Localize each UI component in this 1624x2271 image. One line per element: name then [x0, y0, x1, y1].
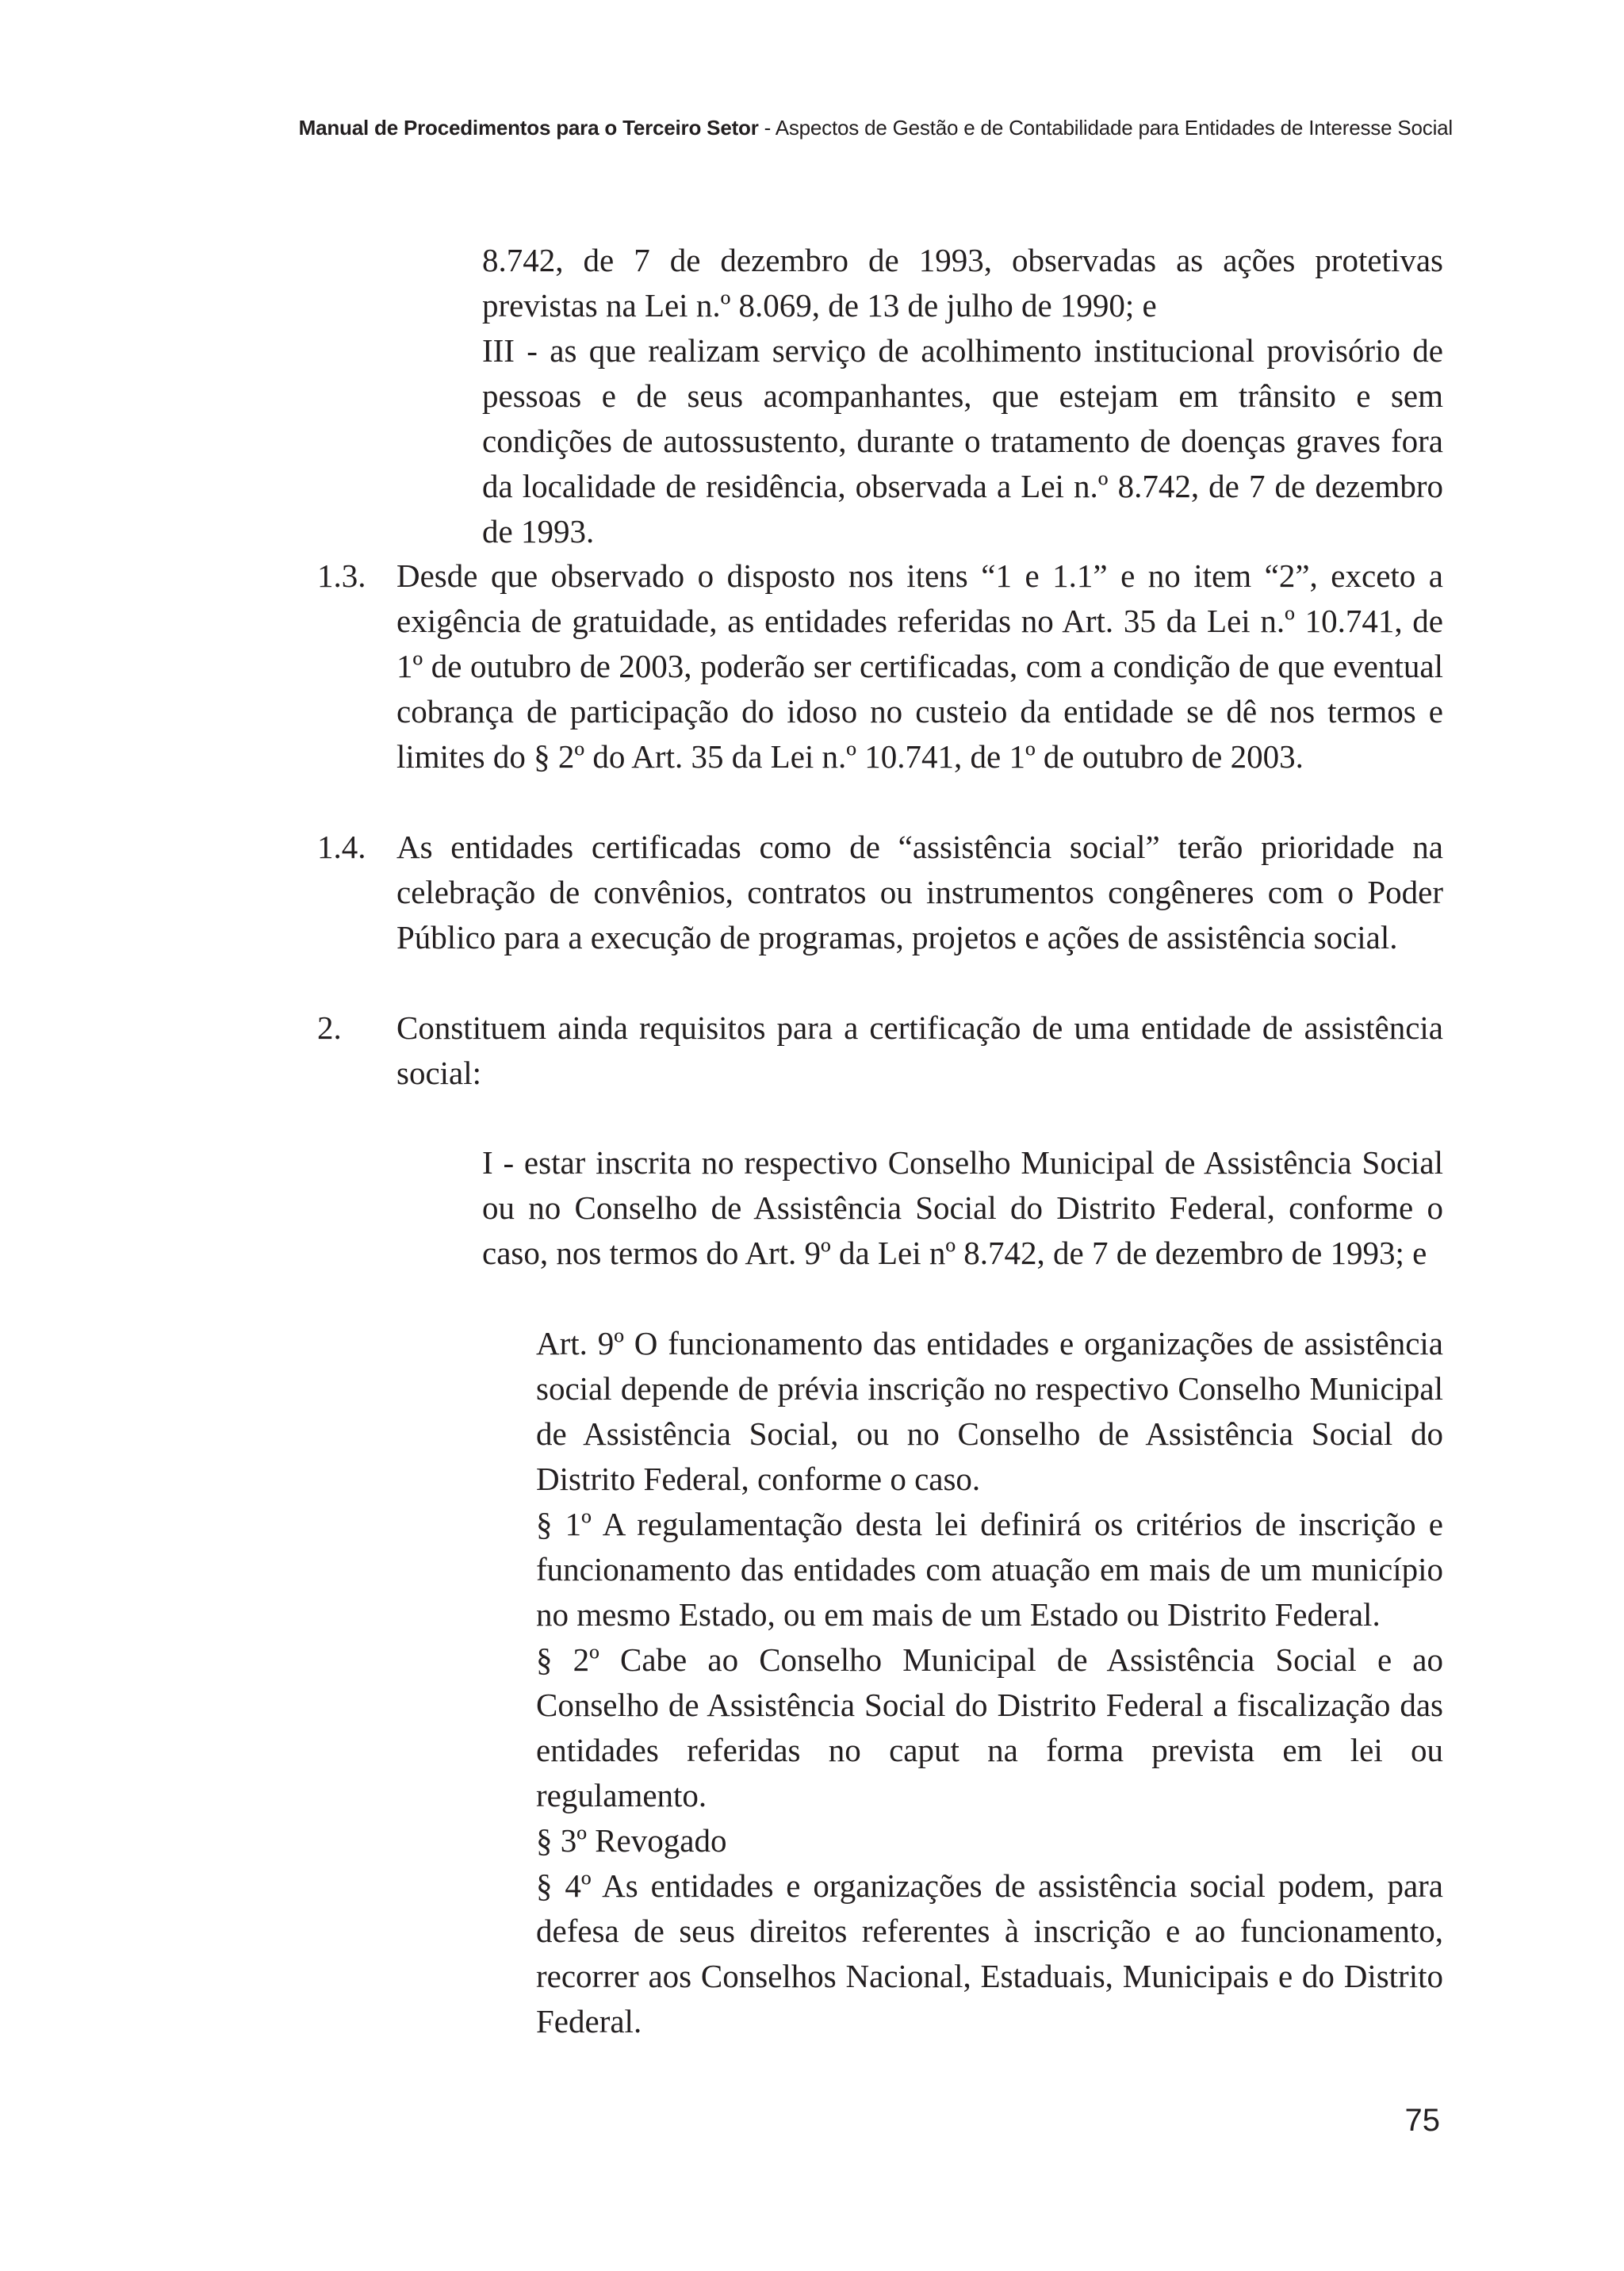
header-title-bold: Manual de Procedimentos para o Terceiro Setor — [298, 116, 759, 140]
running-header — [299, 116, 1453, 140]
quote-paragraph-4: § 4º As entidades e organizações de assistência social podem, para defesa de seus direitos referentes à inscrição e ao funcionamento, recorrer aos Conselhos Nacional, Estaduais, Municipais e do Distrito Federal. — [536, 1867, 1443, 2039]
quote-paragraph-3: § 3º Revogado — [536, 1822, 727, 1859]
law-quote — [536, 1321, 1443, 2044]
item-text: Constituem ainda requisitos para a certificação de uma entidade de assistência social: — [396, 1009, 1443, 1091]
quote-paragraph-2: § 2º Cabe ao Conselho Municipal de Assistência Social e ao Conselho de Assistência Social do Distrito Federal a fiscalização das entidades referidas no caput na forma prevista em lei ou regulamento. — [536, 1641, 1443, 1813]
intro-block — [482, 238, 1443, 554]
page-number: 75 — [1404, 2103, 1440, 2138]
item-number: 1.3. — [317, 557, 366, 594]
intro-paragraph-2: III - as que realizam serviço de acolhimento institucional provisório de pessoas e de seus acompanhantes, que estejam em trânsito e sem condições de autossustento, durante o tratamento de doenças graves fora da localidade de residência, observada a Lei n.º 8.742, de 7 de dezembro de 1993. — [482, 332, 1443, 550]
item-text: As entidades certificadas como de “assistência social” terão prioridade na celebração de convênios, contratos ou instrumentos congêneres com o Poder Público para a execução de programas, projetos e ações de assistência social. — [396, 829, 1443, 956]
requirement-i: I - estar inscrita no respectivo Conselho Municipal de Assistência Social ou no Conselho de Assistência Social do Distrito Federal, conforme o caso, nos termos do Art. 9º da Lei nº 8.742, de 7 de dezembro de 1993; e — [482, 1144, 1443, 1271]
item-number: 1.4. — [317, 829, 366, 865]
quote-art-9: Art. 9º O funcionamento das entidades e organizações de assistência social depende de prévia inscrição no respectivo Conselho Municipal de Assistência Social, ou no Conselho de Assistência Social do Distrito Federal, conforme o caso. — [536, 1325, 1443, 1497]
item-number: 2. — [317, 1009, 342, 1046]
quote-paragraph-1: § 1º A regulamentação desta lei definirá os critérios de inscrição e funcionamento das entidades com atuação em mais de um município no mesmo Estado, ou em mais de um Estado ou Distrito Federal. — [536, 1506, 1443, 1633]
intro-paragraph-1: 8.742, de 7 de dezembro de 1993, observadas as ações protetivas previstas na Lei n.º 8.069, de 13 de julho de 1990; e — [482, 242, 1443, 324]
item-text: Desde que observado o disposto nos itens “1 e 1.1” e no item “2”, exceto a exigência de gratuidade, as entidades referidas no Art. 35 da Lei n.º 10.741, de 1º de outubro de 2003, poderão ser certificadas, com a condição de que eventual cobrança de participação do idoso no custeio da entidade se dê nos termos e limites do § 2º do Art. 35 da Lei n.º 10.741, de 1º de outubro de 2003. — [396, 557, 1443, 775]
header-title-rest: - Aspectos de Gestão e de Contabilidade para Entidades de Interesse Social — [758, 116, 1453, 140]
